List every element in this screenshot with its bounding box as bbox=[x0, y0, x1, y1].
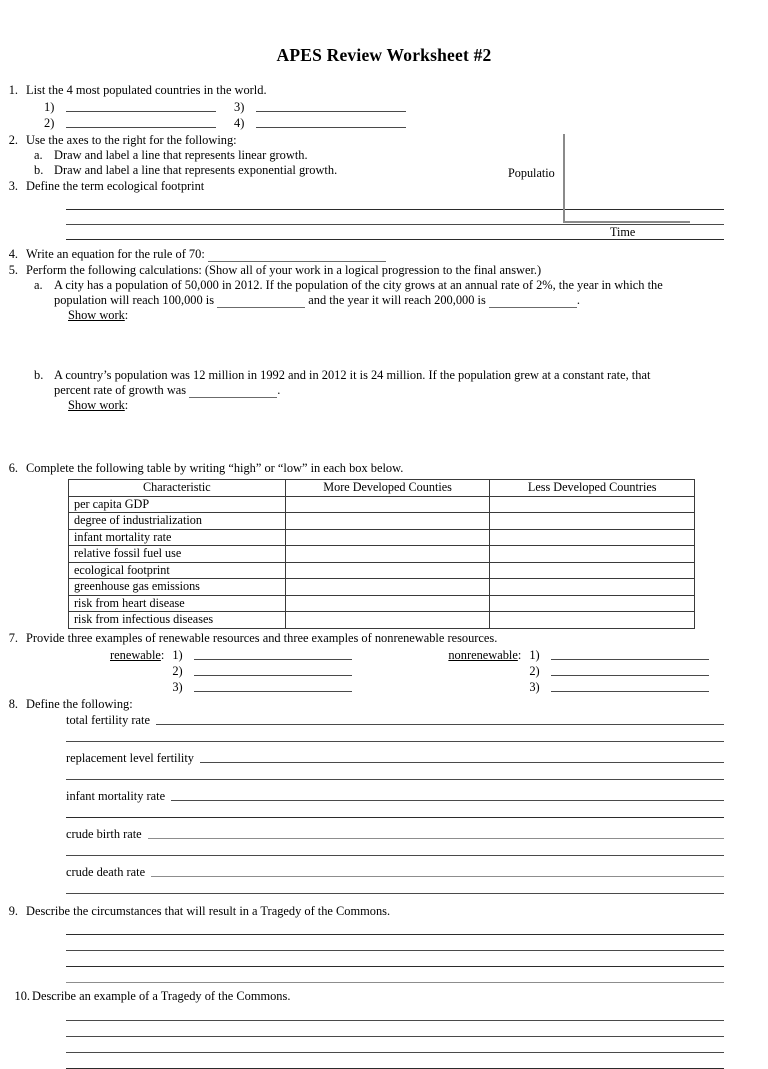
table-row bbox=[69, 612, 695, 629]
question-8 bbox=[0, 697, 768, 712]
show-work-colon: : bbox=[124, 397, 129, 412]
question-9-answer-lines bbox=[0, 934, 768, 983]
y-axis-line bbox=[563, 134, 565, 223]
answer-blank-2[interactable] bbox=[66, 127, 216, 128]
question-7-text: Provide three examples of renewable resources and three examples of nonrenewable resources. bbox=[26, 630, 498, 645]
show-work-label: Show work bbox=[68, 308, 125, 323]
question-2b-letter: b. bbox=[34, 163, 44, 178]
answer-label-1: 1) bbox=[44, 99, 55, 114]
question-5b-text-line2a: percent rate of growth was bbox=[54, 382, 187, 397]
definition-row bbox=[66, 788, 724, 804]
table-cell-less-developed[interactable] bbox=[490, 529, 695, 546]
answer-row bbox=[44, 99, 768, 115]
question-8-number: 8. bbox=[8, 697, 18, 712]
nonrenewable-blank-3[interactable] bbox=[551, 691, 709, 692]
question-5a-letter: a. bbox=[34, 277, 43, 292]
renewable-label-1: 1) bbox=[172, 648, 183, 663]
definition-continuation-line[interactable] bbox=[66, 779, 724, 780]
table-cell-less-developed[interactable] bbox=[490, 546, 695, 563]
renewable-colon: : bbox=[160, 648, 165, 663]
question-5b-blank-1[interactable] bbox=[189, 386, 277, 398]
answer-line[interactable] bbox=[66, 950, 724, 951]
question-10-number: 10. bbox=[14, 989, 30, 1004]
table-row bbox=[69, 562, 695, 579]
question-3-number: 3. bbox=[8, 179, 18, 194]
question-10-answer-lines bbox=[0, 1020, 768, 1069]
question-5b-text-line1: A country’s population was 12 million in 1992 and in 2012 it is 24 million. If the population grew at a constant rate, that bbox=[54, 367, 651, 382]
answer-row bbox=[172, 663, 352, 679]
question-5 bbox=[0, 263, 768, 278]
question-1-text: List the 4 most populated countries in the world. bbox=[26, 82, 267, 97]
answer-blank-3[interactable] bbox=[256, 111, 406, 112]
table-row bbox=[69, 513, 695, 530]
table-cell-more-developed[interactable] bbox=[285, 546, 490, 563]
table-row bbox=[69, 579, 695, 596]
nonrenewable-colon: : bbox=[517, 648, 522, 663]
renewable-group bbox=[110, 647, 352, 695]
axis-label-y: Populatio bbox=[508, 166, 555, 180]
definition-continuation-line[interactable] bbox=[66, 741, 724, 742]
answer-line[interactable] bbox=[66, 934, 724, 935]
nonrenewable-blank-2[interactable] bbox=[551, 675, 709, 676]
question-5-text: Perform the following calculations: (Show all of your work in a logical progression to the final answer.) bbox=[26, 262, 542, 277]
table-row bbox=[69, 595, 695, 612]
renewable-label: renewable bbox=[110, 648, 161, 663]
table-row-label: greenhouse gas emissions bbox=[69, 579, 286, 596]
table-row-label: degree of industrialization bbox=[69, 513, 286, 530]
axis-label-x: Time bbox=[610, 225, 636, 239]
table-header-characteristic: Characteristic bbox=[69, 480, 286, 497]
definition-term: infant mortality rate bbox=[66, 789, 166, 804]
answer-row bbox=[529, 647, 709, 663]
renewable-label-2: 2) bbox=[172, 664, 183, 679]
answer-blank-1[interactable] bbox=[66, 111, 216, 112]
answer-line[interactable] bbox=[66, 1052, 724, 1053]
nonrenewable-label-1: 1) bbox=[529, 648, 540, 663]
table-cell-more-developed[interactable] bbox=[285, 529, 490, 546]
question-1 bbox=[0, 83, 768, 98]
table-cell-less-developed[interactable] bbox=[490, 579, 695, 596]
table-header-row bbox=[69, 480, 695, 497]
question-5a-text-line2b: and the year it will reach 200,000 is bbox=[308, 293, 486, 308]
definition-continuation-line[interactable] bbox=[66, 855, 724, 856]
renewable-label-3: 3) bbox=[172, 680, 183, 695]
renewable-blank-1[interactable] bbox=[194, 659, 352, 660]
answer-line[interactable] bbox=[66, 1036, 724, 1037]
question-5a-text-line2a: population will reach 100,000 is bbox=[54, 293, 215, 308]
question-5b-period: . bbox=[277, 382, 281, 397]
question-7-answer-grid bbox=[0, 647, 768, 695]
answer-row bbox=[529, 663, 709, 679]
definition-term: total fertility rate bbox=[66, 713, 150, 728]
answer-line[interactable] bbox=[66, 966, 724, 967]
show-work-colon: : bbox=[124, 308, 129, 323]
definition-continuation-line[interactable] bbox=[66, 893, 724, 894]
nonrenewable-group bbox=[448, 647, 709, 695]
renewable-blank-2[interactable] bbox=[194, 675, 352, 676]
question-5a bbox=[0, 278, 768, 308]
population-time-axes bbox=[500, 131, 730, 239]
question-7 bbox=[0, 631, 768, 646]
table-row-label: per capita GDP bbox=[69, 496, 286, 513]
definition-blank[interactable] bbox=[148, 838, 724, 839]
question-6-text: Complete the following table by writing “high” or “low” in each box below. bbox=[26, 461, 404, 476]
table-cell-more-developed[interactable] bbox=[285, 562, 490, 579]
question-5a-blank-1[interactable] bbox=[217, 296, 305, 308]
question-5b-show-work bbox=[0, 398, 768, 413]
definition-row bbox=[66, 826, 724, 842]
question-8-text: Define the following: bbox=[26, 697, 133, 712]
question-9-number: 9. bbox=[8, 904, 18, 919]
answer-row bbox=[172, 679, 352, 695]
answer-label-3: 3) bbox=[234, 99, 245, 114]
development-comparison-table-wrap bbox=[0, 479, 768, 629]
table-cell-more-developed[interactable] bbox=[285, 595, 490, 612]
definition-blank[interactable] bbox=[151, 876, 724, 877]
question-8-definitions bbox=[0, 712, 768, 894]
answer-row bbox=[172, 647, 352, 663]
question-4 bbox=[0, 247, 768, 262]
page-title: APES Review Worksheet #2 bbox=[276, 45, 492, 65]
definition-row bbox=[66, 712, 724, 728]
answer-blank-4[interactable] bbox=[256, 127, 406, 128]
x-axis-line bbox=[563, 221, 690, 223]
definition-blank[interactable] bbox=[171, 800, 724, 801]
question-10-text: Describe an example of a Tragedy of the Commons. bbox=[32, 989, 291, 1004]
table-cell-less-developed[interactable] bbox=[490, 595, 695, 612]
definition-row bbox=[66, 864, 724, 880]
answer-label-4: 4) bbox=[234, 115, 245, 130]
answer-row bbox=[529, 679, 709, 695]
question-2a-letter: a. bbox=[34, 147, 43, 162]
table-row-label: ecological footprint bbox=[69, 562, 286, 579]
question-5a-text-line1: A city has a population of 50,000 in 2012. If the population of the city grows at an annual rate of 2%, the year in which the bbox=[54, 277, 663, 292]
nonrenewable-label-3: 3) bbox=[529, 680, 540, 695]
nonrenewable-label-2: 2) bbox=[529, 664, 540, 679]
table-cell-less-developed[interactable] bbox=[490, 612, 695, 629]
answer-label-2: 2) bbox=[44, 115, 55, 130]
table-cell-less-developed[interactable] bbox=[490, 562, 695, 579]
question-10 bbox=[0, 989, 768, 1004]
table-row-label: infant mortality rate bbox=[69, 529, 286, 546]
definition-blank[interactable] bbox=[156, 724, 724, 725]
table-cell-less-developed[interactable] bbox=[490, 513, 695, 530]
question-5a-blank-2[interactable] bbox=[489, 296, 577, 308]
definition-row bbox=[66, 750, 724, 766]
question-2a-text: Draw and label a line that represents linear growth. bbox=[54, 147, 308, 162]
question-5-number: 5. bbox=[8, 262, 18, 277]
table-cell-more-developed[interactable] bbox=[285, 496, 490, 513]
question-5a-show-work bbox=[0, 308, 768, 323]
table-row-label: risk from heart disease bbox=[69, 595, 286, 612]
question-5b bbox=[0, 368, 768, 398]
table-row-label: risk from infectious diseases bbox=[69, 612, 286, 629]
question-1-number: 1. bbox=[8, 82, 18, 97]
table-cell-more-developed[interactable] bbox=[285, 579, 490, 596]
definition-term: replacement level fertility bbox=[66, 751, 194, 766]
question-4-blank[interactable] bbox=[208, 250, 386, 262]
question-2b-text: Draw and label a line that represents exponential growth. bbox=[54, 163, 338, 178]
answer-row bbox=[44, 115, 768, 131]
show-work-label: Show work bbox=[68, 397, 125, 412]
table-row bbox=[69, 546, 695, 563]
question-6 bbox=[0, 461, 768, 476]
answer-line[interactable] bbox=[66, 982, 724, 983]
question-2-number: 2. bbox=[8, 132, 18, 147]
table-row bbox=[69, 529, 695, 546]
table-header-less-developed: Less Developed Countries bbox=[490, 480, 695, 497]
question-6-number: 6. bbox=[8, 461, 18, 476]
question-1-answer-grid bbox=[0, 99, 768, 131]
table-cell-less-developed[interactable] bbox=[490, 496, 695, 513]
table-cell-more-developed[interactable] bbox=[285, 513, 490, 530]
nonrenewable-label: nonrenewable bbox=[448, 648, 518, 663]
question-7-number: 7. bbox=[8, 630, 18, 645]
definition-blank[interactable] bbox=[200, 762, 724, 763]
definition-term: crude death rate bbox=[66, 865, 146, 880]
answer-line[interactable] bbox=[66, 1020, 724, 1021]
definition-term: crude birth rate bbox=[66, 827, 142, 842]
table-row bbox=[69, 496, 695, 513]
definition-continuation-line[interactable] bbox=[66, 817, 724, 818]
renewable-blank-3[interactable] bbox=[194, 691, 352, 692]
question-4-text: Write an equation for the rule of 70: bbox=[26, 246, 205, 261]
question-2-text: Use the axes to the right for the following: bbox=[26, 132, 237, 147]
table-row-label: relative fossil fuel use bbox=[69, 546, 286, 563]
question-9-text: Describe the circumstances that will result in a Tragedy of the Commons. bbox=[26, 904, 391, 919]
question-5b-letter: b. bbox=[34, 367, 44, 382]
question-5a-period: . bbox=[576, 293, 581, 308]
question-3-text: Define the term ecological footprint bbox=[26, 179, 205, 194]
nonrenewable-blank-1[interactable] bbox=[551, 659, 709, 660]
question-9 bbox=[0, 904, 768, 919]
worksheet-page bbox=[0, 47, 768, 1041]
development-comparison-table bbox=[68, 479, 695, 629]
table-header-more-developed: More Developed Counties bbox=[285, 480, 490, 497]
table-cell-more-developed[interactable] bbox=[285, 612, 490, 629]
question-4-number: 4. bbox=[8, 246, 18, 261]
